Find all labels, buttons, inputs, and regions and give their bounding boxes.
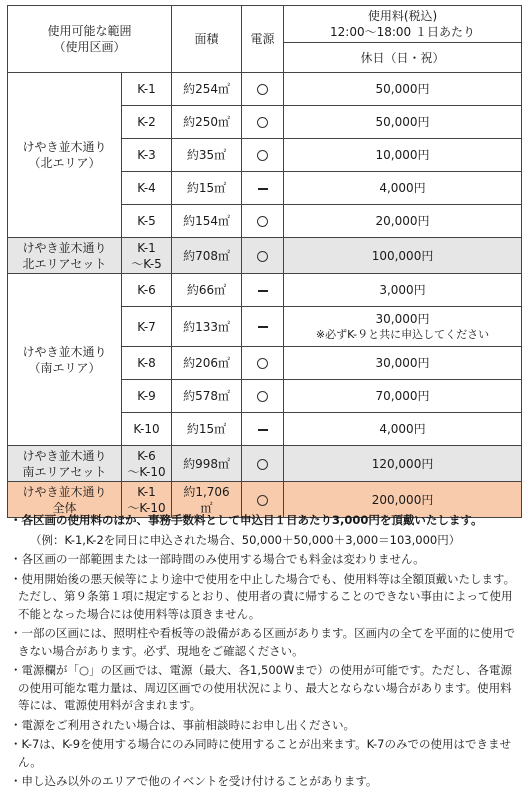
section-id-end: ～K-5: [131, 256, 162, 271]
header-area-range-label: 使用可能な範囲: [47, 24, 132, 38]
area-group-north-set: [8, 238, 122, 274]
power-unavailable-icon: [242, 274, 284, 307]
section-fee: 20,000円: [284, 205, 522, 238]
note-example: （例：K-1,K-2を同日に申込された場合、50,000＋50,000＋3,000＝103,000円）: [30, 532, 461, 547]
header-area-range-sub: （使用区画）: [53, 40, 126, 55]
notes-list: [10, 512, 523, 793]
section-id: K-1: [122, 73, 172, 106]
section-size: 約998㎡: [172, 446, 242, 482]
section-fee: 120,000円: [284, 446, 522, 482]
power-unavailable-icon: [242, 307, 284, 347]
note-item: ・電源欄が「○」の区画では、電源（最大、各1,500Wまで）の使用が可能です。ただし、各電源の使用可能な電力量は、周辺区画での使用状況により、最大とならない場合があります。使用料等には、電源使用料が含まれます。: [10, 663, 512, 712]
area-group-sublabel: （北エリア）: [28, 156, 101, 171]
section-size: 約154㎡: [172, 205, 242, 238]
section-id: K-3: [122, 139, 172, 172]
section-fee: 4,000円: [284, 413, 522, 446]
header-power: 電源: [242, 6, 284, 73]
section-fee: 30,000円: [284, 347, 522, 380]
note-item: ・電源をご利用されたい場合は、事前相談時にお申し出ください。: [10, 717, 355, 732]
section-size: 約35㎡: [172, 139, 242, 172]
section-size: 約133㎡: [172, 307, 242, 347]
area-group-south: [8, 274, 122, 446]
section-fee: 200,000円: [284, 482, 522, 518]
section-fee: 10,000円: [284, 139, 522, 172]
area-group-south-set: [8, 446, 122, 482]
section-id: K-7: [122, 307, 172, 347]
section-id-start: K-6: [137, 448, 156, 463]
table-row: [8, 274, 522, 307]
power-available-icon: [242, 73, 284, 106]
section-size-value: 約1,706: [183, 484, 230, 499]
section-size-unit: ㎡: [200, 500, 213, 515]
power-available-icon: [242, 238, 284, 274]
note-item: ・各区画の一部範囲または一部時間のみ使用する場合でも料金は変わりません。: [10, 552, 425, 566]
section-size: 約250㎡: [172, 106, 242, 139]
section-id: K-10: [122, 413, 172, 446]
header-fee-day: 休日（日・祝）: [284, 43, 522, 73]
note-item: ・使用開始後の悪天候等により途中で使用を中止した場合でも、使用料等は全額頂戴いたします。ただし、第９条第１項に規定するとおり、使用者の責に帰することのできない事由によって使用不能となった場合には使用料等は頂きません。: [10, 571, 516, 621]
section-fee: 50,000円: [284, 106, 522, 139]
note-item: ・一部の区画には、照明柱や看板等の設備がある区画があります。区画内の全てを平面的に使用できない場合があります。必ず、現地をご確認ください。: [10, 626, 516, 658]
section-fee: 100,000円: [284, 238, 522, 274]
section-size: 約66㎡: [172, 274, 242, 307]
section-size: 約578㎡: [172, 380, 242, 413]
table-row: [8, 73, 522, 106]
area-group-label: けやき並木通り: [22, 240, 107, 255]
header-fee-title: 使用料(税込): [367, 9, 438, 23]
area-group-label: けやき並木通り: [22, 140, 107, 155]
section-id: K-8: [122, 347, 172, 380]
power-available-icon: [242, 205, 284, 238]
power-unavailable-icon: [242, 172, 284, 205]
power-available-icon: [242, 139, 284, 172]
power-available-icon: [242, 347, 284, 380]
section-id: K-4: [122, 172, 172, 205]
note-item: ・K-7は、K-9を使用する場合にのみ同時に使用することが出来ます。K-7のみでの使用はできません。: [10, 737, 511, 769]
section-fee: 50,000円: [284, 73, 522, 106]
table-header-row: [8, 6, 522, 43]
section-size: 約206㎡: [172, 347, 242, 380]
area-group-sublabel: （南エリア）: [28, 360, 101, 375]
header-fee-time: 12:00～18:00 １日あたり: [330, 25, 475, 40]
table-row: [8, 238, 522, 274]
header-fee: [284, 6, 522, 43]
section-id: K-9: [122, 380, 172, 413]
section-size: 約15㎡: [172, 413, 242, 446]
section-id: [122, 238, 172, 274]
section-size: 約254㎡: [172, 73, 242, 106]
section-id-start: K-1: [137, 240, 156, 255]
section-fee: 70,000円: [284, 380, 522, 413]
section-fee: 3,000円: [284, 274, 522, 307]
header-area-range: [8, 6, 172, 73]
header-size: 面積: [172, 6, 242, 73]
section-id: K-6: [122, 274, 172, 307]
section-id: [122, 446, 172, 482]
section-fee-value: 30,000円: [375, 312, 430, 327]
section-id: K-5: [122, 205, 172, 238]
section-fee-note: ※必ずK-９と共に申込してください: [315, 327, 490, 341]
section-size: 約708㎡: [172, 238, 242, 274]
area-group-sublabel: 南エリアセット: [22, 464, 107, 479]
section-fee: [284, 307, 522, 347]
area-group-sublabel: 北エリアセット: [22, 256, 107, 271]
power-unavailable-icon: [242, 413, 284, 446]
power-available-icon: [242, 106, 284, 139]
section-size: 約15㎡: [172, 172, 242, 205]
section-id: K-2: [122, 106, 172, 139]
area-group-label: けやき並木通り: [22, 448, 107, 463]
area-group-north: [8, 73, 122, 238]
area-group-label: けやき並木通り: [22, 344, 107, 359]
power-available-icon: [242, 446, 284, 482]
section-id-start: K-1: [137, 484, 156, 499]
fee-table: [7, 5, 522, 518]
power-available-icon: [242, 380, 284, 413]
note-item: ・申し込み以外のエリアで他のイベントを受け付けることがあります。: [10, 774, 378, 788]
area-group-sublabel: 全体: [52, 500, 77, 515]
section-fee: 4,000円: [284, 172, 522, 205]
section-id-end: ～K-10: [127, 464, 166, 479]
area-group-label: けやき並木通り: [22, 484, 107, 499]
table-row: [8, 446, 522, 482]
note-item: ・各区画の使用料のほか、事務手数料として申込日１日あたり3,000円を頂戴いたします。: [10, 513, 483, 527]
section-id-end: ～K-10: [127, 500, 166, 515]
